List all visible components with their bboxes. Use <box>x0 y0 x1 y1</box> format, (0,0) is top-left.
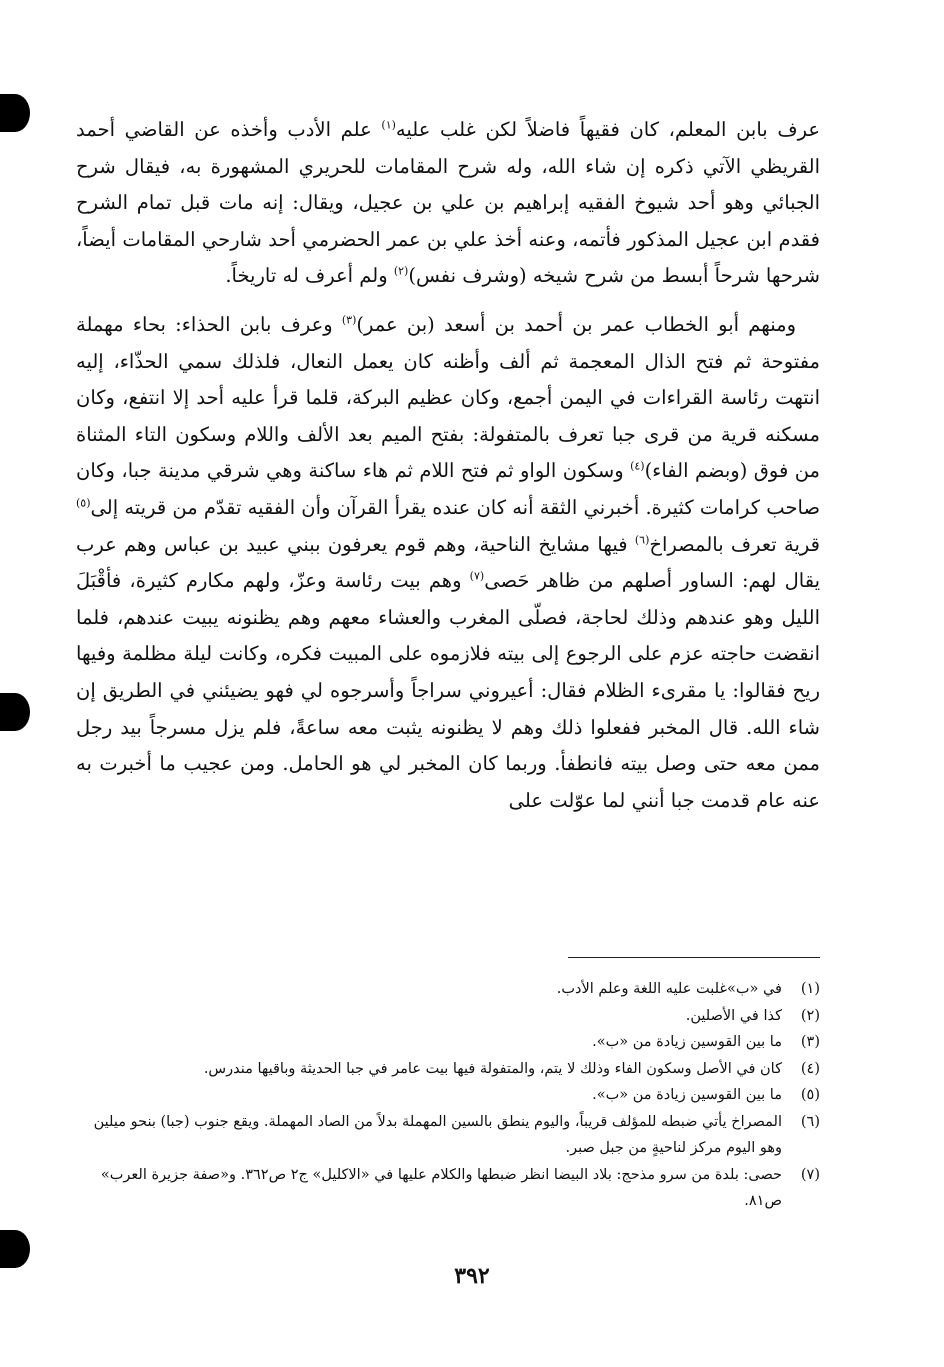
footnote-item <box>76 1162 820 1215</box>
punch-hole-middle <box>0 693 30 731</box>
page-number: ٣٩٢ <box>454 1263 490 1289</box>
footnote-text: ما بين القوسين زيادة من «ب». <box>592 1034 782 1050</box>
paragraph-1-part-3: ولم أعرف له تاريخاً. <box>225 264 394 288</box>
footnote-item <box>76 976 820 1003</box>
footnote-ref-2: (٢) <box>393 264 409 278</box>
footnote-text: كذا في الأصلين. <box>685 1007 782 1024</box>
footnote-ref-1: (١) <box>381 118 396 132</box>
footnote-number: (٦) <box>800 1113 820 1130</box>
footnote-number: (٧) <box>800 1166 820 1183</box>
punch-hole-top <box>0 94 30 132</box>
footnote-number: (٥) <box>800 1087 820 1103</box>
footnote-item <box>76 1082 820 1109</box>
footnote-number: (٣) <box>800 1034 820 1050</box>
footnote-item <box>76 1056 820 1083</box>
footnote-ref-3: (٣) <box>341 313 357 327</box>
paragraph-2 <box>76 307 820 819</box>
footnote-ref-7: (٧) <box>469 569 485 583</box>
footnote-number: (٢) <box>800 1007 820 1024</box>
paragraph-2-part-6: وهم بيت رئاسة وعزّ، ولهم مكارم كثيرة، فأقْبَلَ الليل وهو عندهم وذلك لحاجة، فصلّى المغرب والعشاء معهم وهم يظنونه يبيت عندهم، فلما انقضت حاجته عزم على الرجوع إلى بيته فلازموه على المبيت فكره، وكانت ليلة مظلمة وفيها ريح فقالوا: يا مقرىء الظلام فقال: أعيروني سراجاً وأسرجوه لي فهو يضيئني في الطريق إن شاء الله. قال المخبر ففعلوا ذلك وهم لا يظنونه يثبت معه ساعةً، فلم يزل مسرجاً بيد رجل ممن معه حتى وصل بيته فانطفأ. وربما كان المخبر لي هو الحامل. ومن عجيب ما أخبرت به عنه عام قدمت جبا أنني لما عوّلت على <box>76 569 820 812</box>
paragraph-2-part-3: وسكون الواو ثم فتح اللام ثم هاء ساكنة وهي شرقي مدينة جبا، وكان صاحب كرامات كثيرة. أخبرني الثقة أنه كان عنده يقرأ القرآن وأن الفقيه تقدّم من قريته إلى <box>76 459 820 519</box>
footnote-ref-4: (٤) <box>630 459 645 473</box>
footnote-divider <box>568 957 820 958</box>
footnote-number: (١) <box>800 981 820 997</box>
paragraph-2-part-1: ومنهم أبو الخطاب عمر بن أحمد بن أسعد (بن عمر) <box>356 312 796 336</box>
footnote-number: (٤) <box>800 1060 820 1077</box>
paragraph-1 <box>76 112 820 295</box>
footnote-text: ما بين القوسين زيادة من «ب». <box>592 1087 782 1103</box>
footnote-item <box>76 1003 820 1030</box>
paragraph-1-part-2: علم الأدب وأخذه عن القاضي أحمد القريظي الآتي ذكره إن شاء الله، وله شرح المقامات للحريري المشهورة به، فيقال شرح الجبائي وهو أحد شيوخ الفقيه إبراهيم بن علي بن عجيل، ويقال: إنه مات قبل تمام الشرح فقدم ابن عجيل المذكور فأتمه، وعنه أخذ علي بن عمر الحضرمي أحد شارحي المقامات أيضاً، شرحها شرحاً أبسط من شرح شيخه (وشرف نفس) <box>76 118 820 288</box>
main-text <box>76 112 820 819</box>
paragraph-2-part-2: وعرف بابن الحذاء: بحاء مهملة مفتوحة ثم فتح الذال المعجمة ثم ألف وأظنه كان يعمل النعال، فلذلك سمي الحذّاء، إليه انتهت رئاسة القراءات في اليمن أجمع، وكان عظيم البركة، قلما قرأ عليه أحد إلا انتفع، وكان مسكنه قرية من قرى جبا تعرف بالمتفولة: بفتح الميم بعد الألف واللام وسكون التاء المثناة من فوق (وبضم الفاء) <box>76 312 820 483</box>
footnote-item <box>76 1029 820 1056</box>
footnote-ref-5: (٥) <box>76 496 91 510</box>
footnote-text: في «ب»غلبت عليه اللغة وعلم الأدب. <box>556 981 782 997</box>
footnote-item <box>76 1109 820 1162</box>
footnote-text: كان في الأصل وسكون الفاء وذلك لا يتم، والمتفولة فيها بيت عامر في جبا الحديثة وباقيها مندرس. <box>203 1060 782 1077</box>
footnote-text: المصراخ يأتي ضبطه للمؤلف قريباً، واليوم ينطق بالسين المهملة بدلاً من الصاد المهملة. ويقع جنوب (جبا) بنحو ميلين وهو اليوم مركز لناحيةٍ من جبل صبر. <box>93 1113 782 1156</box>
footnote-text: حصى: بلدة من سرو مذحج: بلاد البيضا انظر ضبطها والكلام عليها في «الاكليل» ج٢ ص٣٦٢. و«صفة جزيرة العرب» ص٨١. <box>100 1166 782 1209</box>
footnote-ref-6: (٦) <box>634 533 650 547</box>
footnotes-list <box>76 976 820 1215</box>
paragraph-1-part-1: عرف بابن المعلم، كان فقيهاً فاضلاً لكن غلب عليه <box>395 118 820 141</box>
paragraph-2-part-4: قرية تعرف بالمصراخ <box>649 532 820 556</box>
paragraph-2-part-5: فيها مشايخ الناحية، وهم قوم يعرفون ببني عبيد بن عباس وهم عرب يقال لهم: الساور أصلهم من ظاهر حَصى <box>76 532 820 593</box>
